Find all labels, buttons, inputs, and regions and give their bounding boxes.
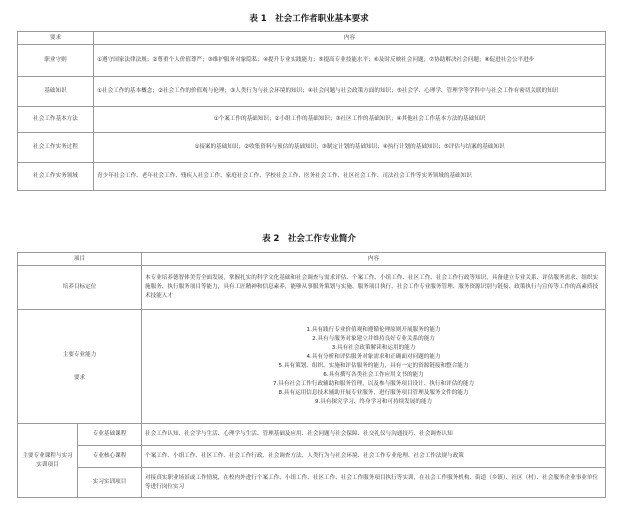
row-value: ①社会工作的基本概念；②社会工作的价值观与伦理；③人类行为与社会环境的知识；④社会问题与社会政策方面的知识；⑤社会学、心理学、管理学等学科中与社会工作有密切关联的知识 <box>94 77 606 107</box>
goal-label: 培养目标定位 <box>18 266 142 310</box>
course-value: 个案工作、小组工作、社区工作、社会工作行政、社会调查方法、人类行为与社会环境、社会工作专业伦理、社会工作法规与政策 <box>142 446 606 468</box>
row-value: ①遵守国家法律法规；②尊重个人价值尊严；③维护服务对象隐私；④提升专业实践能力；⑤提高专业技能水平；⑥及时反映社会问题；⑦协助解决社会问题；⑧促进社会公平进步 <box>94 45 606 77</box>
list-item: 4.具有分析和评估服务对象需求和正确面对问题的能力 <box>306 354 441 360</box>
header-cell: 项目 <box>18 253 142 266</box>
course-value: 社会工作认知、社会学与生活、心理学与生活、管理基础及应用、社会问题与社会保障、社交礼仪与沟通技巧、社会调查认知 <box>142 424 606 446</box>
row-key: 职业守则 <box>18 45 94 77</box>
course-label: 专业核心课程 <box>78 446 142 468</box>
table-row <box>18 77 606 107</box>
table-row <box>18 446 606 468</box>
list-item: 3.具有社会政策解读和运用的能力 <box>331 345 416 351</box>
ability-list <box>142 310 606 424</box>
header-cell: 内容 <box>142 253 606 266</box>
table-row <box>18 45 606 77</box>
row-value: ①个案工作的基础知识；②小组工作的基础知识；③社区工作的基础知识；④其他社会工作基本方法的基础知识 <box>94 107 606 133</box>
list-item: 9.具有探究学习、终身学习和可持续发展的能力 <box>314 399 433 405</box>
row-key: 社会工作实务领域 <box>18 163 94 191</box>
table2-caption: 表 2 社会工作专业简介 <box>262 234 356 244</box>
table-occupational-requirements <box>17 31 606 191</box>
ability-title: 主要专业能力 <box>62 351 97 358</box>
list-item: 1.具有践行专业价值观和遵循伦理原则开展服务的能力 <box>306 327 441 333</box>
list-item: 6.具有撰写各类社会工作应用文书的能力 <box>323 372 424 378</box>
requirements-label: 要求 <box>73 374 86 381</box>
row-key: 社会工作实务过程 <box>18 133 94 163</box>
header-cell: 要求 <box>18 32 94 45</box>
list-item: 2.具有与服务对象建立并维持良好专业关系的能力 <box>312 336 435 342</box>
course-label: 实习实训项目 <box>78 468 142 498</box>
table-header-row <box>18 253 606 266</box>
table-row <box>18 107 606 133</box>
row-value: ①接案的基础知识；②收集资料与预估的基础知识；③制定计划的基础知识；④执行计划的基础知识；⑤评估与结案的基础知识 <box>94 133 606 163</box>
table-row <box>18 468 606 498</box>
list-item: 7.具有社会工作行政辅助和服务管理，以及参与服务项目设计、执行和评估的能力 <box>272 381 475 387</box>
table-row <box>18 133 606 163</box>
header-cell: 内容 <box>94 32 606 45</box>
table-professional-profile <box>17 252 606 498</box>
list-item: 8.具有运用信息技术辅助开展专业服务，进行服务项目管理及服务文件的能力 <box>278 390 469 396</box>
list-item: 5.具有策划、组织、实施和评估服务的能力，具有一定的资源链接和整合能力 <box>278 363 469 369</box>
row-value: 青少年社会工作、老年社会工作、残疾人社会工作、家庭社会工作、学校社会工作、医务社会工作、社区社会工作、司法社会工作等实务领域的基础知识 <box>94 163 606 191</box>
table-row <box>18 424 606 446</box>
table-row <box>18 163 606 191</box>
table-header-row <box>18 32 606 45</box>
table-row-ability <box>18 310 606 424</box>
table1-caption: 表 1 社会工作者职业基本要求 <box>249 14 369 24</box>
course-label: 专业基础课程 <box>78 424 142 446</box>
course-value: 对接真实职业场景或工作情境，在校内外进行个案工作、小组工作、社区工作、社会工作服务项目执行等实训，在社会工作服务机构、街道（乡镇）、社区（村）、社会服务企业事业单位等进行岗位实习 <box>142 468 606 498</box>
goal-value: 本专业培养德智体美劳全面发展，掌握扎实的科学文化基础和社会调查与需求评估、个案工作、小组工作、社区工作、社会工作行政等知识，具备建立专业关系、评估服务需求、组织实施服务、执行服务项目等能力，具有工匠精神和信息素养，能够从事服务策划与实施、服务项目执行、社会工作专业服务管理、服务资源识别与链接、政策执行与宣传等工作的高素质技术技能人才 <box>142 266 606 310</box>
row-key: 社会工作基本方法 <box>18 107 94 133</box>
courses-group-label: 主要专业课程与实习实训项目 <box>18 424 78 498</box>
row-key: 基础知识 <box>18 77 94 107</box>
table-row-goal <box>18 266 606 310</box>
ability-label <box>18 310 142 424</box>
